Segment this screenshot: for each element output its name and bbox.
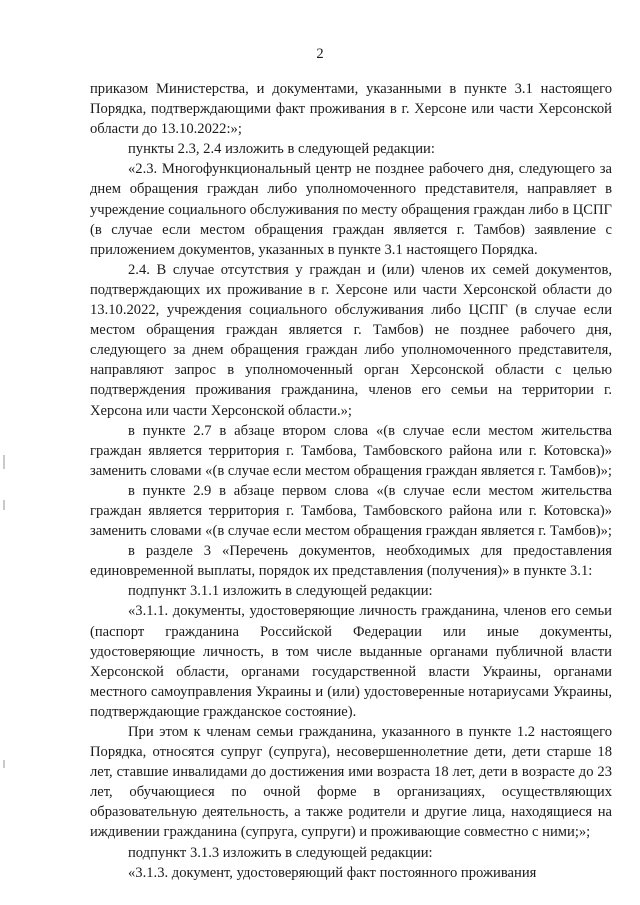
page-number: 2 (316, 46, 324, 62)
document-body (90, 79, 612, 883)
paragraph: в разделе 3 «Перечень документов, необходимых для предоставления единовременной выплаты, порядок их представления (получения)» в пункте 3.1: (90, 543, 612, 580)
paragraph: подпункт 3.1.1 изложить в следующей редакции: (128, 583, 433, 600)
paragraph: в пункте 2.9 в абзаце первом слова «(в случае если местом жительства граждан является территория г. Тамбова, Тамбовского района или г. Котовска)» заменить словами «(в случае если местом обращения граждан является г. Тамбов)»; (90, 482, 612, 540)
paragraph: «3.1.3. документ, удостоверяющий факт постоянного проживания (128, 864, 537, 881)
paragraph: «2.3. Многофункциональный центр не позднее рабочего дня, следующего за днем обращения граждан либо уполномоченного представителя, направляет в учреждение социального обслуживания по месту обращения граждан либо в ЦСПГ (в случае если местом обращения граждан является г. Тамбов) заявление с приложением документов, указанных в пункте 3.1 настоящего Порядка. (90, 161, 612, 258)
scan-artifact (3, 500, 5, 510)
paragraph: приказом Министерства, и документами, указанными в пункте 3.1 настоящего Порядка, подтверждающими факт проживания в г. Херсоне или части Херсонской области до 13.10.2022:»; (90, 81, 612, 138)
scan-artifact (3, 760, 5, 768)
paragraph: пункты 2.3, 2.4 изложить в следующей редакции: (128, 141, 435, 158)
paragraph: в пункте 2.7 в абзаце втором слова «(в случае если местом жительства граждан является территория г. Тамбова, Тамбовского района или г. Котовска)» заменить словами «(в случае если местом обращения граждан является г. Тамбов)»; (90, 422, 612, 479)
paragraph: 2.4. В случае отсутствия у граждан и (или) членов их семей документов, подтверждающих их проживание в г. Херсоне или части Херсонской области до 13.10.2022, учреждения социального обслуживания либо ЦСПГ (в случае если местом обращения граждан является г. Тамбов) не позднее рабочего дня, следующего за днем обращения граждан либо уполномоченного представителя, направляют запрос в уполномоченный орган Херсонской области с целью подтверждения проживания гражданина, членов его семьи на территории г. Херсона или части Херсонской области.»; (90, 261, 612, 419)
paragraph: подпункт 3.1.3 изложить в следующей редакции: (128, 844, 433, 861)
paragraph: «3.1.1. документы, удостоверяющие личность гражданина, членов его семьи (паспорт гражданина Российской Федерации или иные документы, удостоверяющие личность, в том числе выданные органами публичной власти Херсонской области, органами государственной власти Украины, органами местного самоуправления Украины и (или) удостоверенные нотариусами Украины, подтверждающие гражданское состояние). (90, 603, 612, 720)
paragraph: При этом к членам семьи гражданина, указанного в пункте 1.2 настоящего Порядка, относятся супруг (супруга), несовершеннолетние дети, дети старше 18 лет, ставшие инвалидами до достижения ими возраста 18 лет, дети в возрасте до 23 лет, обучающиеся по очной форме в организациях, осуществляющих образовательную деятельность, а также родители и другие лица, находящиеся на иждивении гражданина (супруга, супруги) и проживающие совместно с ними;»; (90, 724, 612, 841)
scan-artifact (3, 455, 5, 469)
